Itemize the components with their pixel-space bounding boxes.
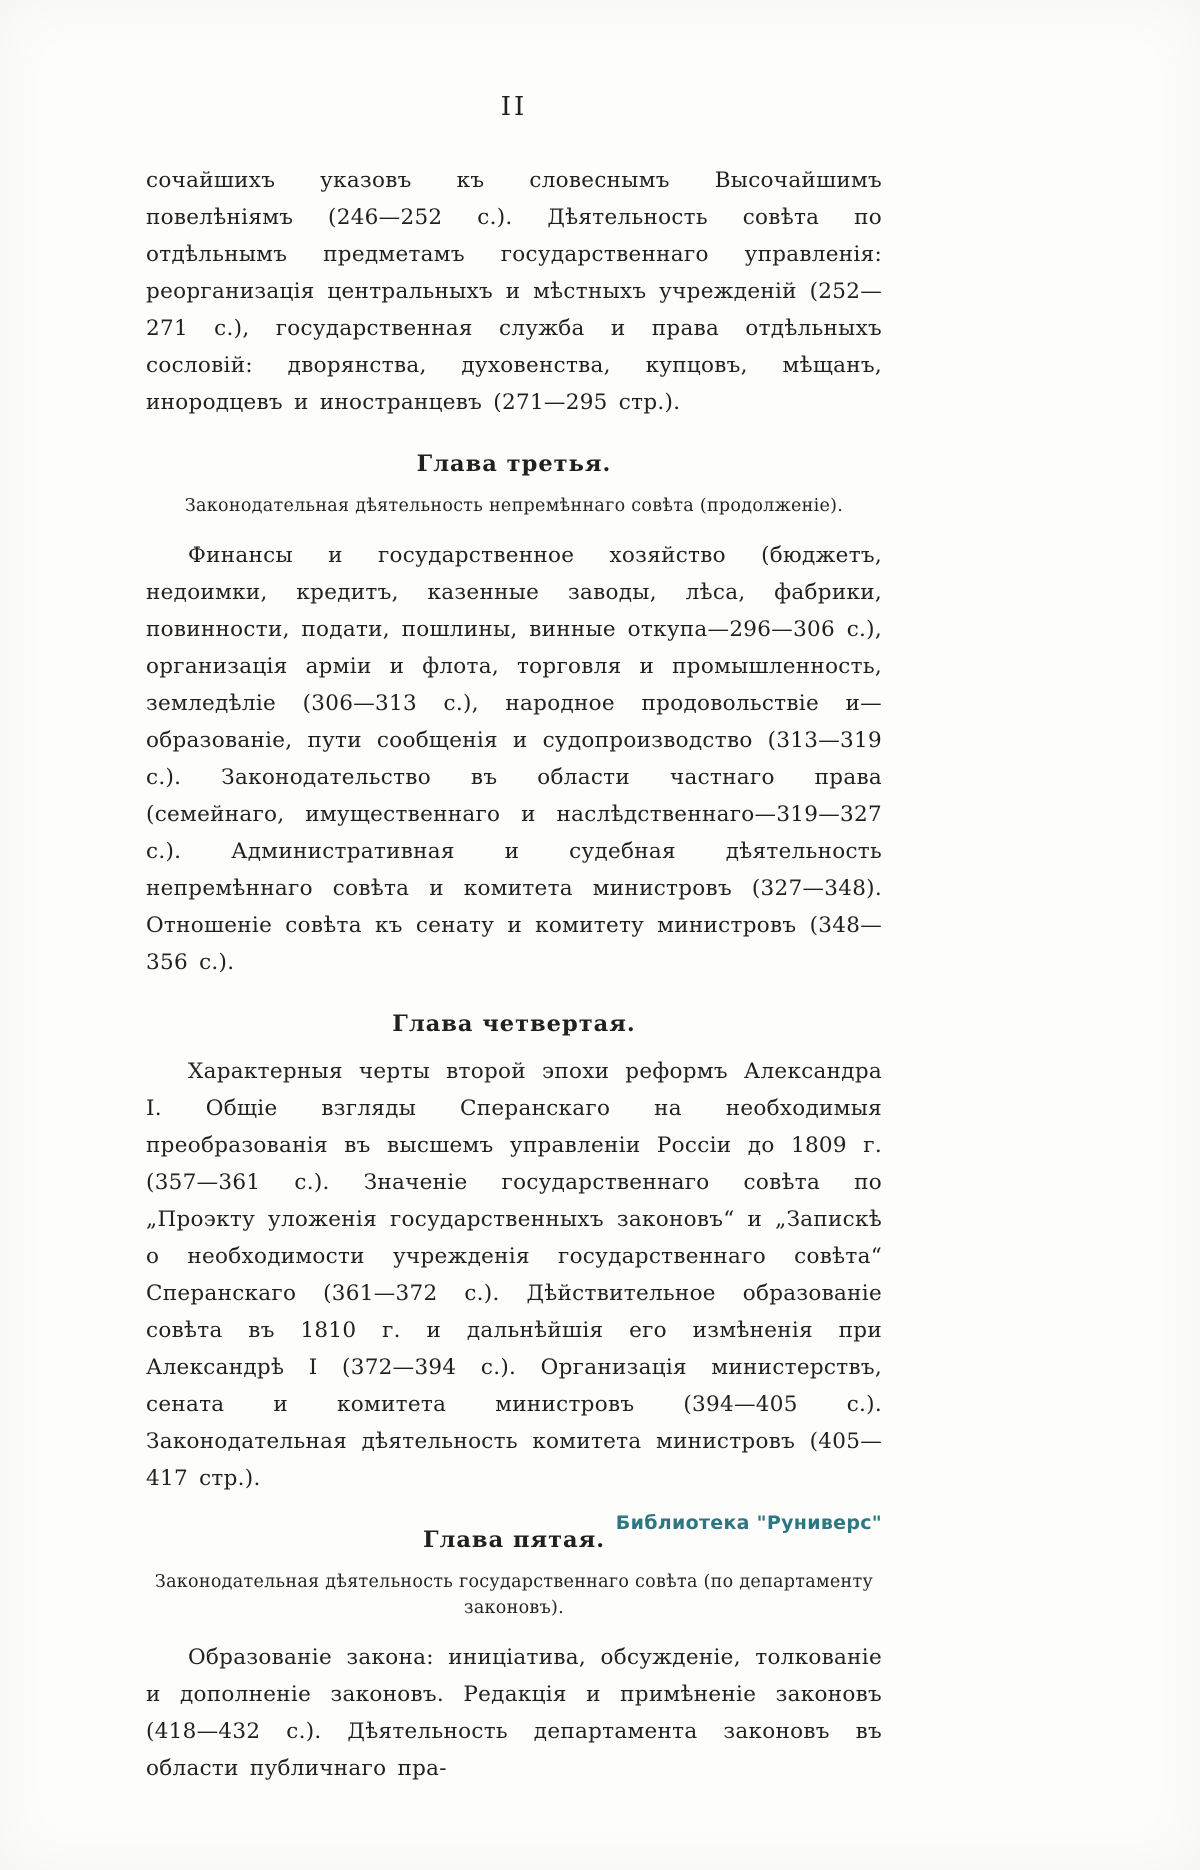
chapter-four-heading: Глава четвертая. — [392, 1011, 636, 1037]
page-number: II — [500, 92, 528, 122]
chapter-four-paragraph: Характерныя черты второй эпохи реформъ Александра I. Общіе взгляды Сперанскаго на необходимыя преобразованія въ высшемъ управленіи Россіи до 1809 г. (357—361 с.). Значеніе государственнаго совѣта по „Проэкту уложенія государственныхъ законовъ“ и „Запискѣ о необходимости учрежденія государственнаго совѣта“ Сперанскаго (361—372 с.). Дѣйствительное образованіе совѣта въ 1810 г. и дальнѣйшія его измѣненія при Александрѣ I (372—394 с.). Организація министерствъ, сената и комитета министровъ (394—405 с.). Законодательная дѣятельность комитета министровъ (405—417 стр.). — [146, 1059, 882, 1491]
chapter-five-paragraph: Образованіе закона: иниціатива, обсужденіе, толкованіе и дополненіе законовъ. Редакція и примѣненіе законовъ (418—432 с.). Дѣятельность департамента законовъ въ области публичнаго пра- — [146, 1645, 882, 1781]
paragraph-continuation: сочайшихъ указовъ къ словеснымъ Высочайшимъ повелѣніямъ (246—252 с.). Дѣятельность совѣта по отдѣльнымъ предметамъ государственнаго управленія: реорганизація центральныхъ и мѣстныхъ учрежденій (252—271 с.), государственная служба и права отдѣльныхъ сословій: дворянства, духовенства, купцовъ, мѣщанъ, инородцевъ и иностранцевъ (271—295 стр.). — [146, 168, 882, 415]
library-watermark: Библиотека "Руниверс" — [615, 1512, 882, 1534]
chapter-five-subtitle: Законодательная дѣятельность государственнаго совѣта (по департаменту законовъ). — [154, 1572, 874, 1618]
chapter-three-paragraph: Финансы и государственное хозяйство (бюджетъ, недоимки, кредитъ, казенные заводы, лѣса, фабрики, повинности, подати, пошлины, винные откупа—296—306 с.), организація арміи и флота, торговля и промышленность, земледѣліе (306—313 с.), народное продовольствіе и—образованіе, пути сообщенія и судопроизводство (313—319 с.). Законодательство въ области частнаго права (семейнаго, имущественнаго и наслѣдственнаго—319—327 с.). Административная и судебная дѣятельность непремѣннаго совѣта и комитета министровъ (327—348). Отношеніе совѣта къ сенату и комитету министровъ (348—356 с.). — [146, 543, 882, 975]
chapter-five-heading: Глава пятая. — [422, 1527, 606, 1553]
chapter-three-subtitle: Законодательная дѣятельность непремѣннаго совѣта (продолженіе). — [184, 496, 844, 516]
chapter-three-heading: Глава третья. — [416, 451, 612, 477]
